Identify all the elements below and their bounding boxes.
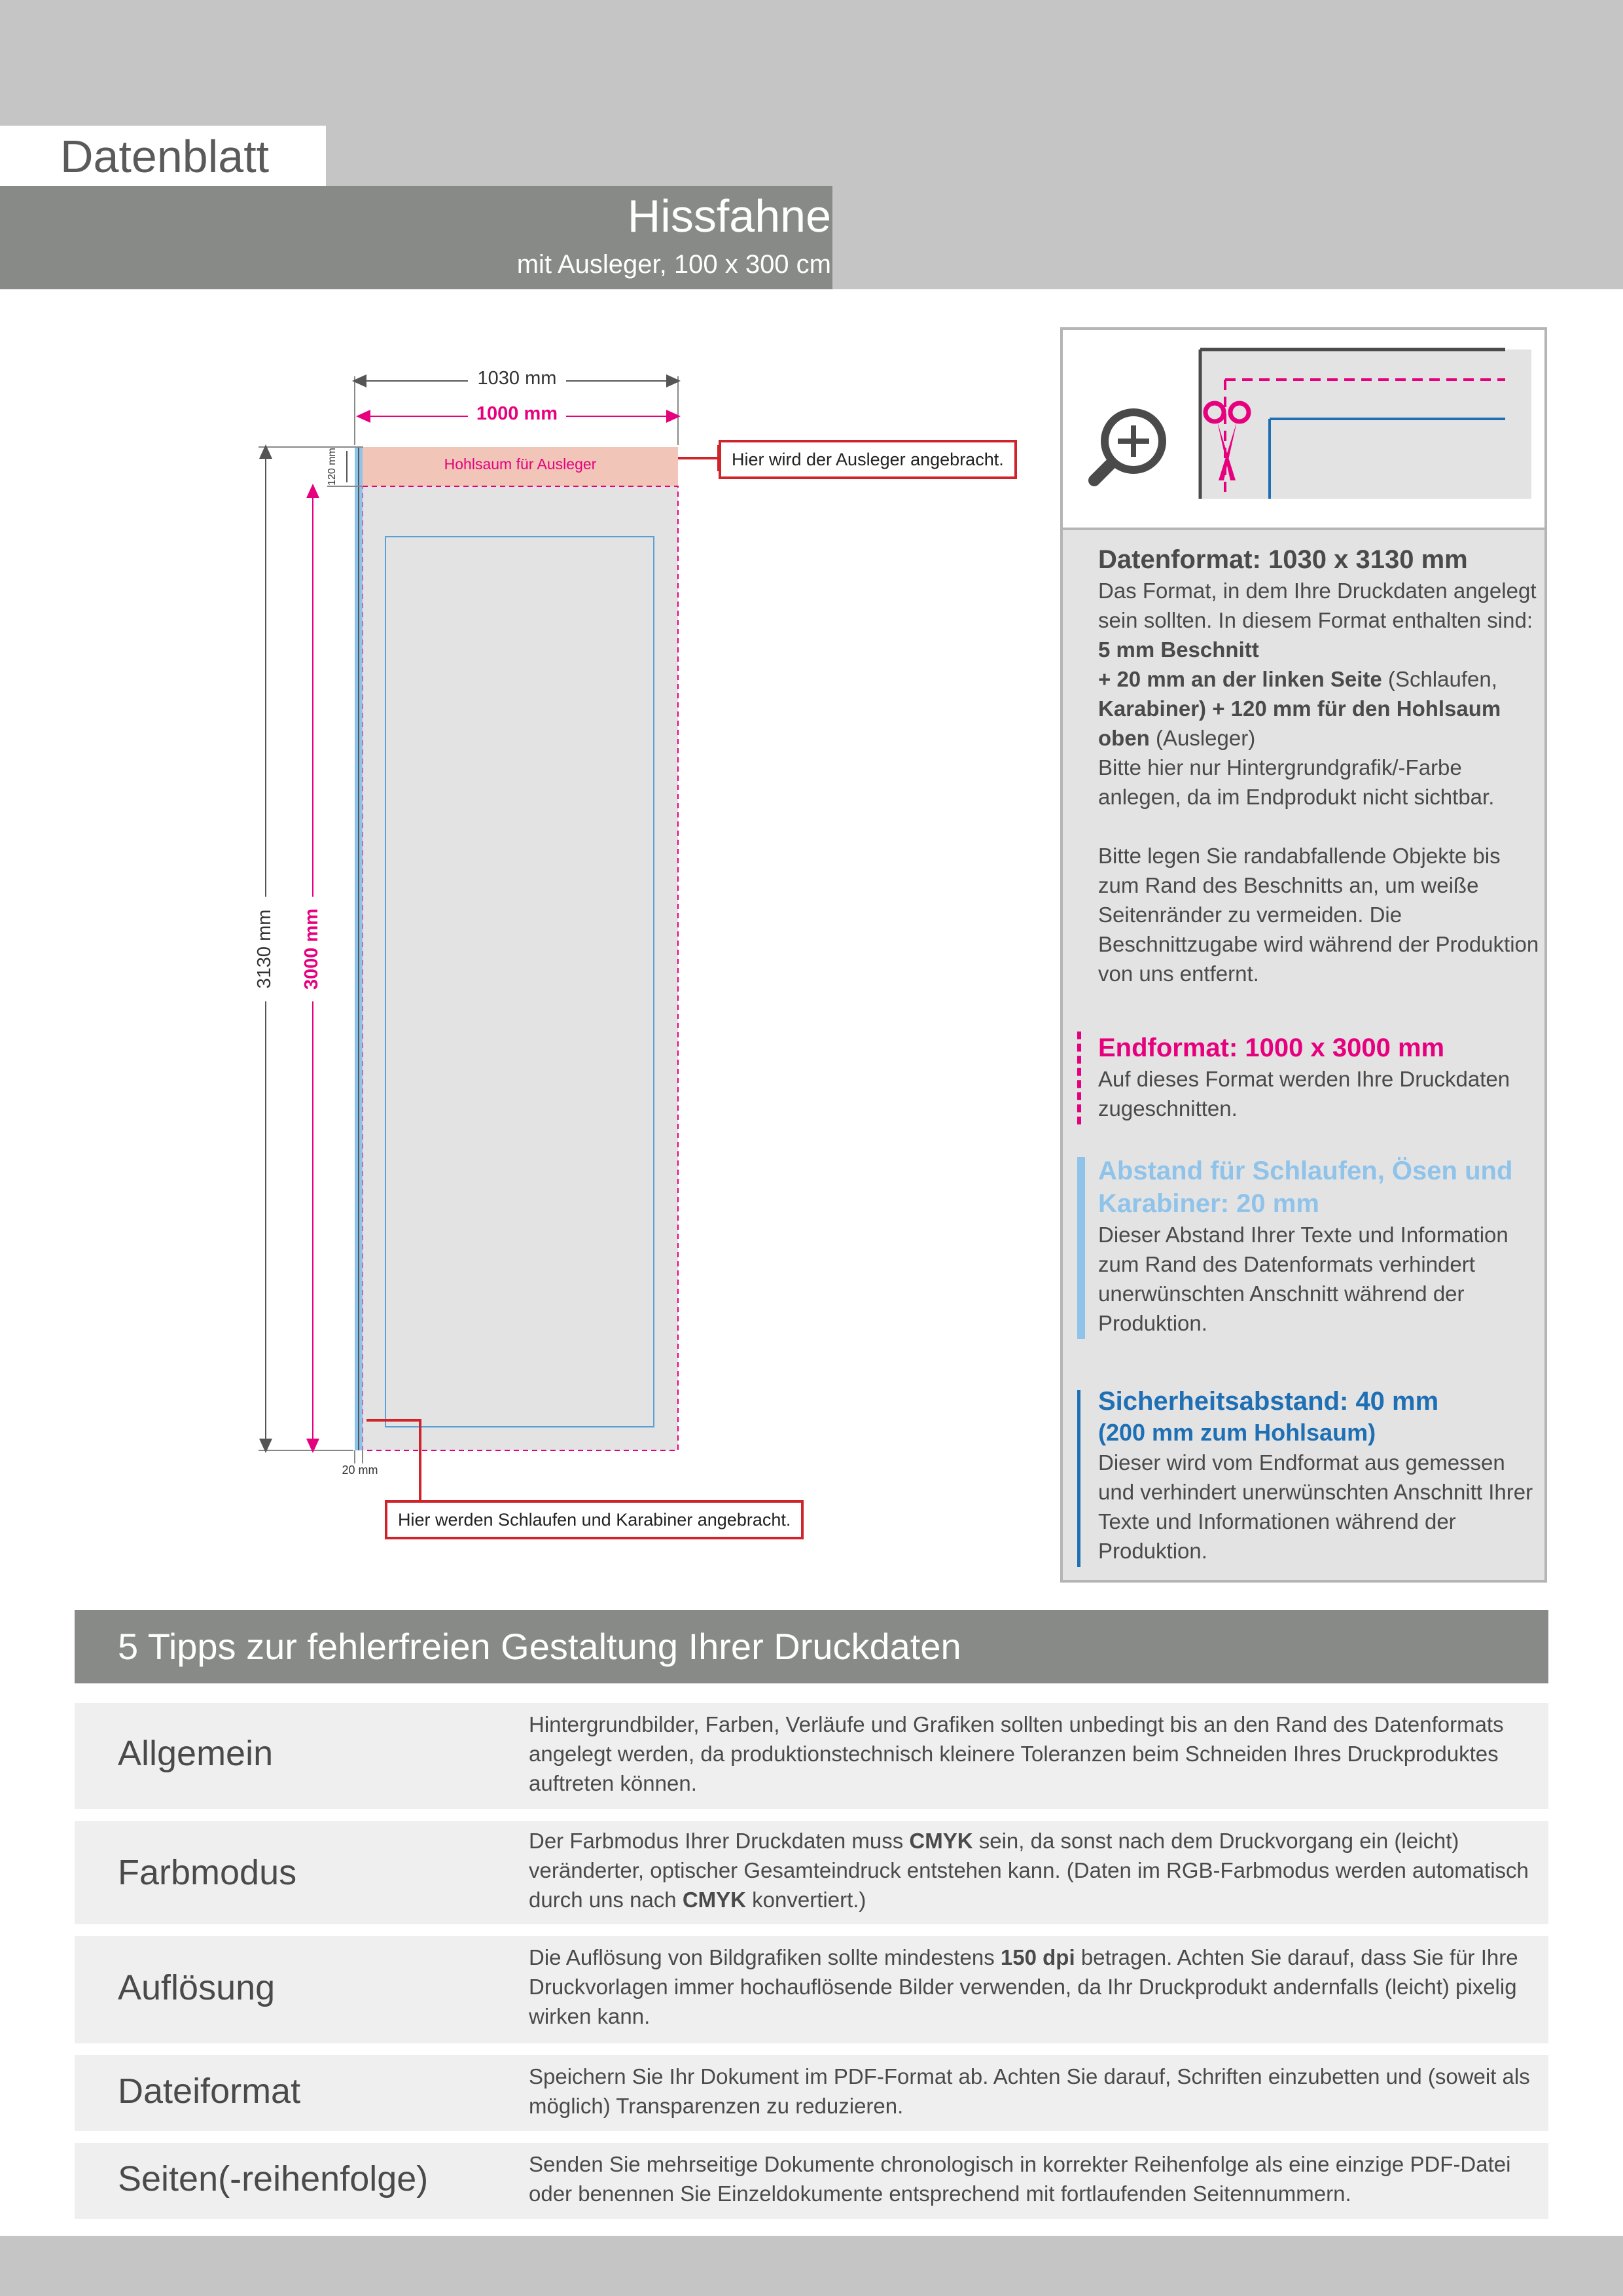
dim-width-final: 1000 mm	[476, 403, 558, 424]
datenformat-title: Datenformat: 1030 x 3130 mm	[1098, 545, 1468, 574]
tip-label: Dateiformat	[118, 2072, 301, 2111]
doc-label: Datenblatt	[60, 131, 270, 182]
tip-text: Die Auflösung von Bildgrafiken sollte mindestens 150 dpi betragen. Achten Sie darauf, dass Sie für Ihre Druckvorlagen immer hochauflösende Bilder verwenden, da Ihr Druckprodukt andernfalls (leicht) pixelig wirken kann.	[529, 1945, 1518, 2028]
sicherheit-bar	[1077, 1390, 1080, 1567]
sicherheit-subtitle: (200 mm zum Hohlsaum)	[1098, 1419, 1376, 1446]
page-title: Hissfahne	[627, 190, 831, 242]
abstand-section	[1098, 1155, 1543, 1338]
tip-label: Seiten(-reihenfolge)	[118, 2159, 429, 2198]
callout-bottom: Hier werden Schlaufen und Karabiner angebracht.	[385, 1500, 804, 1539]
dim-width-total: 1030 mm	[477, 368, 557, 389]
abstand-title: Abstand für Schlaufen, Ösen und Karabiner: 20 mm	[1098, 1157, 1513, 1218]
abstand-text: Dieser Abstand Ihrer Texte und Information zum Rand des Datenformats verhindert unerwünschten Anschnitt während der Produktion.	[1098, 1223, 1508, 1335]
tip-label: Allgemein	[118, 1734, 274, 1773]
tip-label: Auflösung	[118, 1968, 276, 2007]
sicherheit-text: Dieser wird vom Endformat aus gemessen und verhindert unerwünschten Anschnitt Ihrer Texte und Informationen während der Produktion.	[1098, 1450, 1533, 1563]
abstand-bar	[1077, 1157, 1085, 1339]
zoom-in-icon	[1094, 408, 1166, 480]
tip-text: Senden Sie mehrseitige Dokumente chronologisch in korrekter Reihenfolge als eine einzige PDF-Datei oder benennen Sie Einzeldokumente entsprechend mit fortlaufenden Seitennummern.	[529, 2152, 1511, 2206]
datenformat-note: Bitte hier nur Hintergrundgrafik/-Farbe anlegen, da im Endprodukt nicht sichtbar.	[1098, 755, 1495, 809]
tips-title: 5 Tipps zur fehlerfreien Gestaltung Ihrer Druckdaten	[118, 1626, 961, 1667]
bottom-band	[0, 2236, 1623, 2296]
dim-hem: 120 mm	[327, 448, 338, 486]
dim-height-total: 3130 mm	[254, 909, 275, 989]
datenformat-text: Das Format, in dem Ihre Druckdaten angelegt sein sollten. In diesem Format enthalten sind: 5 mm Beschnitt + 20 mm an der linken Seite (Schlaufen, Karabiner) + 120 mm für den Hohlsaum oben (Ausleger)	[1098, 579, 1537, 750]
dim-left-strip: 20 mm	[342, 1463, 378, 1477]
datenformat-bleed-note: Bitte legen Sie randabfallende Objekte bis zum Rand des Beschnitts an, um weiße Seitenränder zu vermeiden. Die Beschnittzugabe wird während der Produktion von uns entfernt.	[1098, 844, 1539, 986]
dim-height-final: 3000 mm	[301, 908, 322, 990]
callout-top: Hier wird der Ausleger angebracht.	[719, 440, 1017, 479]
hem-label: Hohlsaum für Ausleger	[444, 456, 597, 473]
endformat-bar	[1077, 1031, 1081, 1124]
endformat-text: Auf dieses Format werden Ihre Druckdaten zugeschnitten.	[1098, 1067, 1510, 1121]
sicherheit-title: Sicherheitsabstand: 40 mm	[1098, 1387, 1439, 1416]
tip-label: Farbmodus	[118, 1853, 297, 1892]
zoom-illustration	[1063, 330, 1544, 526]
tip-text: Der Farbmodus Ihrer Druckdaten muss CMYK sein, da sonst nach dem Druckvorgang ein (leicht) veränderter, optischer Gesamteindruck entstehen kann. (Daten im RGB-Farbmodus werden automatisch durch uns nach CMYK konvertiert.)	[529, 1829, 1529, 1912]
datenformat-section	[1098, 543, 1543, 988]
flag-diagram	[0, 327, 1047, 1571]
data-format-area	[355, 447, 678, 1450]
page-subtitle: mit Ausleger, 100 x 300 cm	[516, 250, 831, 279]
tip-text: Hintergrundbilder, Farben, Verläufe und Grafiken sollten unbedingt bis an den Rand des Datenformats angelegt werden, da produktionstechnisch kleinere Toleranzen beim Schneiden Ihres Druckproduktes auftreten können.	[529, 1712, 1504, 1795]
endformat-section	[1098, 1031, 1543, 1123]
endformat-title: Endformat: 1000 x 3000 mm	[1098, 1033, 1445, 1062]
sicherheit-section	[1098, 1385, 1543, 1566]
tip-text: Speichern Sie Ihr Dokument im PDF-Format ab. Achten Sie darauf, Schriften einzubetten und (soweit als möglich) Transparenzen zu reduzieren.	[529, 2064, 1530, 2118]
